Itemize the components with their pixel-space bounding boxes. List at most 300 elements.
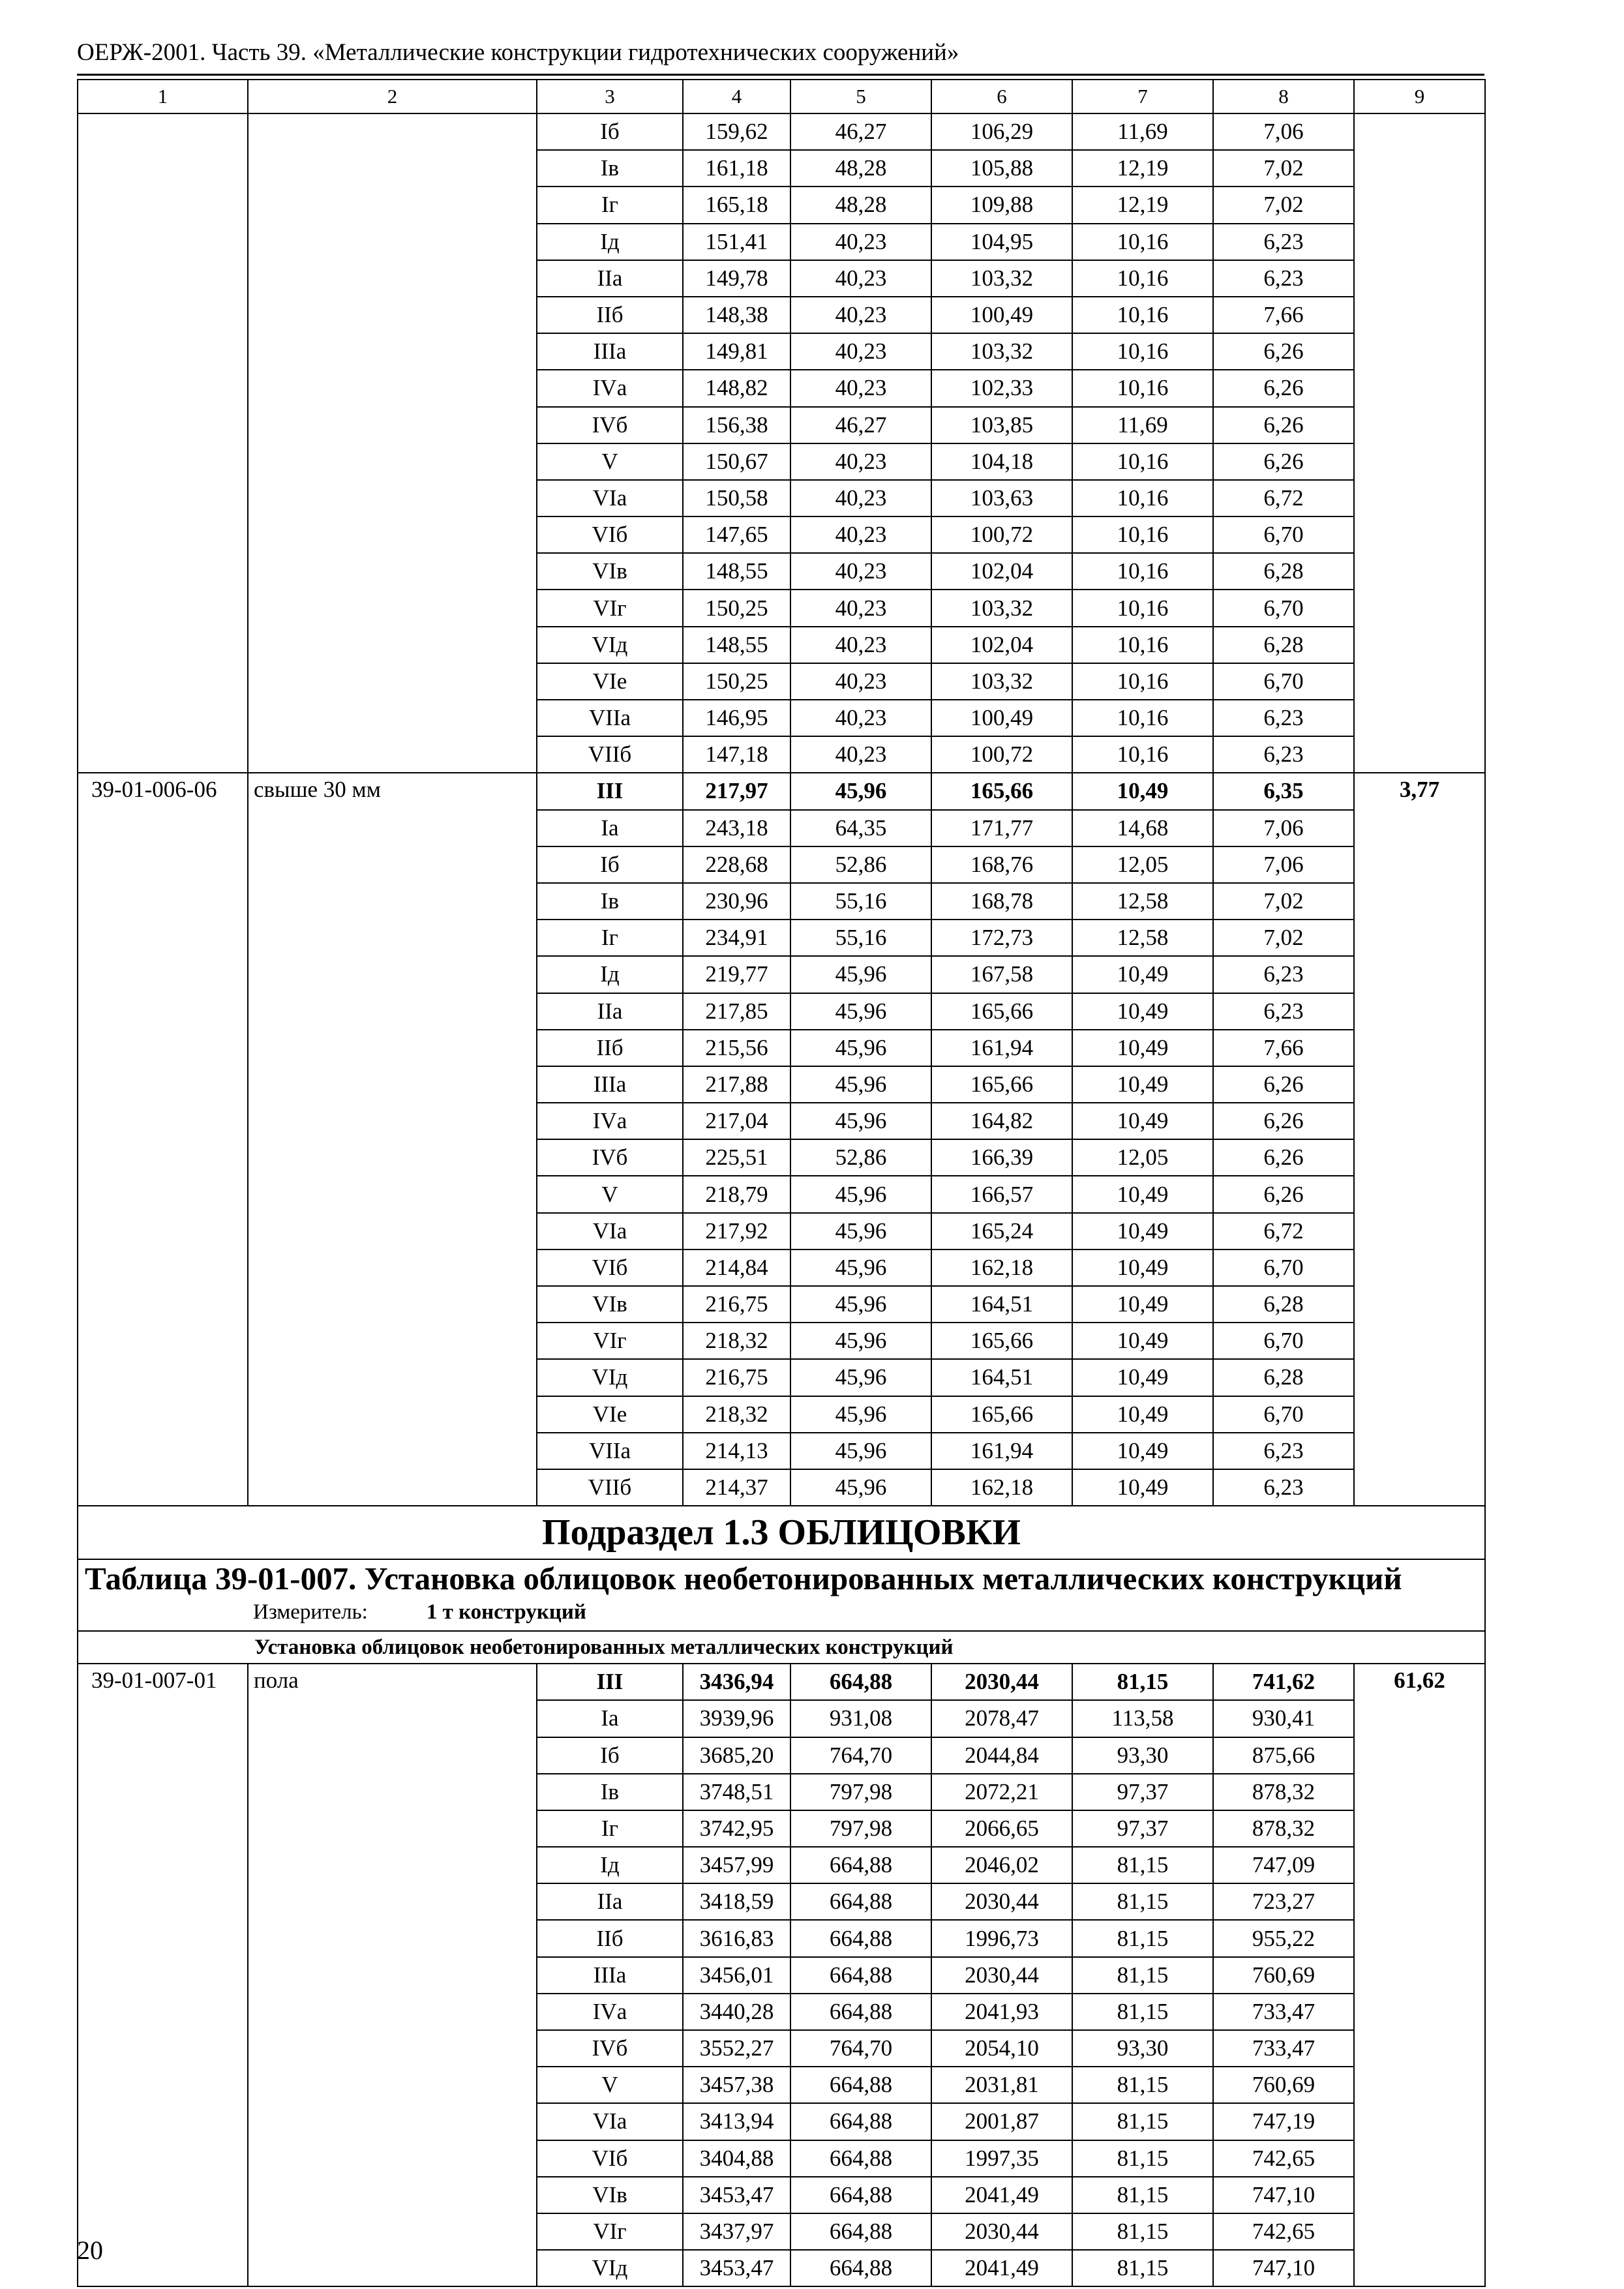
machinists-wages-cell: 81,15 (1072, 1847, 1213, 1883)
direct-costs-cell: 3453,47 (683, 2250, 790, 2286)
machine-costs-cell: 162,18 (931, 1469, 1072, 1506)
direct-costs-cell: 150,58 (683, 480, 790, 516)
materials-cell: 747,09 (1213, 1847, 1354, 1883)
direct-costs-cell: 243,18 (683, 810, 790, 846)
materials-cell: 7,66 (1213, 297, 1354, 333)
wages-cell: 45,96 (790, 1066, 931, 1103)
column-number: 1 (78, 80, 248, 113)
materials-cell: 6,28 (1213, 553, 1354, 590)
machinists-wages-cell: 10,49 (1072, 1359, 1213, 1396)
direct-costs-cell: 3456,01 (683, 1957, 790, 1994)
materials-cell: 7,06 (1213, 846, 1354, 883)
machinists-wages-cell: 10,16 (1072, 333, 1213, 370)
direct-costs-cell: 3436,94 (683, 1664, 790, 1700)
zone-cell: V (537, 2067, 683, 2103)
materials-cell: 6,70 (1213, 663, 1354, 700)
direct-costs-cell: 3457,38 (683, 2067, 790, 2103)
table-heading-cell (78, 1559, 1485, 1631)
materials-cell: 747,10 (1213, 2250, 1354, 2286)
machine-costs-cell: 165,24 (931, 1213, 1072, 1249)
direct-costs-cell: 216,75 (683, 1286, 790, 1323)
direct-costs-cell: 156,38 (683, 407, 790, 443)
direct-costs-cell: 217,88 (683, 1066, 790, 1103)
item-name-cell (248, 113, 537, 773)
zone-cell: VIд (537, 1359, 683, 1396)
wages-cell: 40,23 (790, 370, 931, 406)
materials-cell: 6,26 (1213, 370, 1354, 406)
machine-costs-cell: 161,94 (931, 1433, 1072, 1469)
machinists-wages-cell: 81,15 (1072, 2250, 1213, 2286)
workers-labor-cell (1354, 113, 1485, 773)
wages-cell: 664,88 (790, 1920, 931, 1956)
machinists-wages-cell: 10,16 (1072, 553, 1213, 590)
materials-cell: 733,47 (1213, 1994, 1354, 2030)
machine-costs-cell: 2072,21 (931, 1774, 1072, 1810)
wages-cell: 664,88 (790, 2177, 931, 2213)
wages-cell: 40,23 (790, 333, 931, 370)
materials-cell: 7,02 (1213, 187, 1354, 223)
measure-label: Измеритель: (253, 1600, 368, 1624)
zone-cell: VIв (537, 2177, 683, 2213)
machinists-wages-cell: 10,49 (1072, 1323, 1213, 1359)
machine-costs-cell: 172,73 (931, 920, 1072, 956)
wages-cell: 40,23 (790, 516, 931, 553)
machinists-wages-cell: 10,16 (1072, 370, 1213, 406)
zone-cell: VIе (537, 1396, 683, 1433)
item-code-cell: 39-01-006-06 (78, 773, 248, 1506)
materials-cell: 7,02 (1213, 883, 1354, 920)
machine-costs-cell: 164,51 (931, 1286, 1072, 1323)
machine-costs-cell: 2041,49 (931, 2250, 1072, 2286)
wages-cell: 45,96 (790, 1030, 931, 1066)
wages-cell: 45,96 (790, 993, 931, 1030)
zone-cell: VIв (537, 553, 683, 590)
materials-cell: 6,26 (1213, 1103, 1354, 1139)
machinists-wages-cell: 12,05 (1072, 846, 1213, 883)
wages-cell: 45,96 (790, 1103, 931, 1139)
materials-cell: 6,28 (1213, 1286, 1354, 1323)
machinists-wages-cell: 10,49 (1072, 1469, 1213, 1506)
machinists-wages-cell: 12,05 (1072, 1139, 1213, 1176)
materials-cell: 747,19 (1213, 2103, 1354, 2140)
materials-cell: 6,35 (1213, 773, 1354, 809)
machine-costs-cell: 164,51 (931, 1359, 1072, 1396)
materials-cell: 6,70 (1213, 516, 1354, 553)
direct-costs-cell: 3440,28 (683, 1994, 790, 2030)
direct-costs-cell: 161,18 (683, 150, 790, 187)
machinists-wages-cell: 81,15 (1072, 2213, 1213, 2250)
machinists-wages-cell: 10,49 (1072, 956, 1213, 993)
machinists-wages-cell: 10,16 (1072, 443, 1213, 480)
machinists-wages-cell: 81,15 (1072, 2177, 1213, 2213)
zone-cell: V (537, 443, 683, 480)
machine-costs-cell: 165,66 (931, 773, 1072, 809)
zone-cell: VIб (537, 516, 683, 553)
zone-cell: VIа (537, 2103, 683, 2140)
machinists-wages-cell: 10,49 (1072, 1249, 1213, 1286)
table-row (78, 113, 1485, 150)
machine-costs-cell: 1996,73 (931, 1920, 1072, 1956)
direct-costs-cell: 149,78 (683, 260, 790, 297)
direct-costs-cell: 215,56 (683, 1030, 790, 1066)
machine-costs-cell: 2044,84 (931, 1737, 1072, 1774)
machinists-wages-cell: 81,15 (1072, 1957, 1213, 1994)
machinists-wages-cell: 10,49 (1072, 1103, 1213, 1139)
wages-cell: 45,96 (790, 1359, 931, 1396)
zone-cell: Iа (537, 1700, 683, 1737)
wages-cell: 40,23 (790, 443, 931, 480)
column-number: 9 (1354, 80, 1485, 113)
table-row (78, 1664, 1485, 1700)
subsection-row (78, 1506, 1485, 1559)
machine-costs-cell: 165,66 (931, 1323, 1072, 1359)
subsection-title: Подраздел 1.3 ОБЛИЦОВКИ (78, 1506, 1485, 1559)
machine-costs-cell: 2046,02 (931, 1847, 1072, 1883)
materials-cell: 723,27 (1213, 1883, 1354, 1920)
zone-cell: IVа (537, 370, 683, 406)
wages-cell: 797,98 (790, 1774, 931, 1810)
wages-cell: 45,96 (790, 1469, 931, 1506)
machine-costs-cell: 100,72 (931, 736, 1072, 773)
machine-costs-cell: 166,39 (931, 1139, 1072, 1176)
column-number: 7 (1072, 80, 1213, 113)
machine-costs-cell: 104,95 (931, 224, 1072, 260)
zone-cell: IIа (537, 260, 683, 297)
wages-cell: 40,23 (790, 663, 931, 700)
direct-costs-cell: 3616,83 (683, 1920, 790, 1956)
wages-cell: 40,23 (790, 590, 931, 626)
zone-cell: IIб (537, 1920, 683, 1956)
wages-cell: 40,23 (790, 297, 931, 333)
machinists-wages-cell: 12,58 (1072, 920, 1213, 956)
wages-cell: 797,98 (790, 1810, 931, 1847)
direct-costs-cell: 3413,94 (683, 2103, 790, 2140)
materials-cell: 7,02 (1213, 920, 1354, 956)
direct-costs-cell: 218,32 (683, 1396, 790, 1433)
wages-cell: 46,27 (790, 113, 931, 150)
materials-cell: 878,32 (1213, 1774, 1354, 1810)
wages-cell: 40,23 (790, 260, 931, 297)
zone-cell: VIд (537, 627, 683, 663)
machine-costs-cell: 2054,10 (931, 2030, 1072, 2067)
machinists-wages-cell: 93,30 (1072, 1737, 1213, 1774)
machinists-wages-cell: 10,49 (1072, 993, 1213, 1030)
wages-cell: 45,96 (790, 1286, 931, 1323)
wages-cell: 45,96 (790, 1249, 931, 1286)
direct-costs-cell: 219,77 (683, 956, 790, 993)
zone-cell: Iв (537, 1774, 683, 1810)
machine-costs-cell: 2030,44 (931, 1957, 1072, 1994)
machinists-wages-cell: 10,49 (1072, 1396, 1213, 1433)
materials-cell: 6,26 (1213, 1176, 1354, 1212)
zone-cell: IIIа (537, 1066, 683, 1103)
zone-cell: IIа (537, 1883, 683, 1920)
machine-costs-cell: 167,58 (931, 956, 1072, 993)
zone-cell: IVб (537, 1139, 683, 1176)
materials-cell: 6,23 (1213, 1433, 1354, 1469)
direct-costs-cell: 214,13 (683, 1433, 790, 1469)
direct-costs-cell: 147,65 (683, 516, 790, 553)
wages-cell: 40,23 (790, 553, 931, 590)
direct-costs-cell: 214,84 (683, 1249, 790, 1286)
item-name-cell: свыше 30 мм (248, 773, 537, 1506)
materials-cell: 7,06 (1213, 810, 1354, 846)
materials-cell: 7,02 (1213, 150, 1354, 187)
zone-cell: IIIа (537, 333, 683, 370)
machine-costs-cell: 103,32 (931, 590, 1072, 626)
column-number: 3 (537, 80, 683, 113)
zone-cell: Iд (537, 956, 683, 993)
direct-costs-cell: 146,95 (683, 700, 790, 736)
materials-cell: 6,72 (1213, 480, 1354, 516)
item-code-cell (78, 113, 248, 773)
zone-cell: Iб (537, 846, 683, 883)
zone-cell: IIа (537, 993, 683, 1030)
direct-costs-cell: 218,79 (683, 1176, 790, 1212)
direct-costs-cell: 3939,96 (683, 1700, 790, 1737)
machinists-wages-cell: 81,15 (1072, 2140, 1213, 2177)
zone-cell: V (537, 1176, 683, 1212)
direct-costs-cell: 3552,27 (683, 2030, 790, 2067)
materials-cell: 7,66 (1213, 1030, 1354, 1066)
workers-labor-cell: 61,62 (1354, 1664, 1485, 2286)
materials-cell: 6,70 (1213, 1249, 1354, 1286)
item-code-cell: 39-01-007-01 (78, 1664, 248, 2286)
materials-cell: 6,72 (1213, 1213, 1354, 1249)
materials-cell: 6,28 (1213, 1359, 1354, 1396)
direct-costs-cell: 165,18 (683, 187, 790, 223)
wages-cell: 48,28 (790, 150, 931, 187)
machinists-wages-cell: 10,49 (1072, 1030, 1213, 1066)
direct-costs-cell: 3457,99 (683, 1847, 790, 1883)
machine-costs-cell: 166,57 (931, 1176, 1072, 1212)
machine-costs-cell: 100,72 (931, 516, 1072, 553)
column-number: 5 (790, 80, 931, 113)
machinists-wages-cell: 10,49 (1072, 1286, 1213, 1323)
direct-costs-cell: 234,91 (683, 920, 790, 956)
direct-costs-cell: 148,38 (683, 297, 790, 333)
wages-cell: 664,88 (790, 2213, 931, 2250)
wages-cell: 45,96 (790, 1176, 931, 1212)
direct-costs-cell: 217,97 (683, 773, 790, 809)
zone-cell: Iг (537, 920, 683, 956)
direct-costs-cell: 147,18 (683, 736, 790, 773)
machine-costs-cell: 100,49 (931, 297, 1072, 333)
zone-cell: IIIа (537, 1957, 683, 1994)
machinists-wages-cell: 10,16 (1072, 297, 1213, 333)
machine-costs-cell: 103,63 (931, 480, 1072, 516)
zone-cell: Iв (537, 150, 683, 187)
machine-costs-cell: 103,85 (931, 407, 1072, 443)
wages-cell: 664,88 (790, 2250, 931, 2286)
direct-costs-cell: 217,04 (683, 1103, 790, 1139)
wages-cell: 664,88 (790, 1957, 931, 1994)
zone-cell: VIа (537, 480, 683, 516)
machinists-wages-cell: 14,68 (1072, 810, 1213, 846)
wages-cell: 664,88 (790, 2103, 931, 2140)
machinists-wages-cell: 81,15 (1072, 1920, 1213, 1956)
direct-costs-cell: 217,92 (683, 1213, 790, 1249)
zone-cell: VIе (537, 663, 683, 700)
wages-cell: 664,88 (790, 2067, 931, 2103)
column-number: 2 (248, 80, 537, 113)
direct-costs-cell: 3453,47 (683, 2177, 790, 2213)
direct-costs-cell: 3742,95 (683, 1810, 790, 1847)
materials-cell: 930,41 (1213, 1700, 1354, 1737)
zone-cell: Iд (537, 1847, 683, 1883)
materials-cell: 6,23 (1213, 260, 1354, 297)
zone-cell: IIб (537, 297, 683, 333)
direct-costs-cell: 217,85 (683, 993, 790, 1030)
materials-cell: 6,70 (1213, 1323, 1354, 1359)
wages-cell: 664,88 (790, 1883, 931, 1920)
machine-costs-cell: 2066,65 (931, 1810, 1072, 1847)
direct-costs-cell: 150,67 (683, 443, 790, 480)
header-rule (77, 74, 1484, 76)
machine-costs-cell: 164,82 (931, 1103, 1072, 1139)
zone-cell: VIг (537, 1323, 683, 1359)
materials-cell: 6,23 (1213, 736, 1354, 773)
zone-cell: VIв (537, 1286, 683, 1323)
machine-costs-cell: 2078,47 (931, 1700, 1072, 1737)
measure-line (85, 1598, 1484, 1626)
machinists-wages-cell: 81,15 (1072, 1664, 1213, 1700)
wages-cell: 664,88 (790, 2140, 931, 2177)
machinists-wages-cell: 11,69 (1072, 113, 1213, 150)
machine-costs-cell: 106,29 (931, 113, 1072, 150)
zone-cell: IVа (537, 1103, 683, 1139)
machine-costs-cell: 1997,35 (931, 2140, 1072, 2177)
machine-costs-cell: 103,32 (931, 663, 1072, 700)
machine-costs-cell: 104,18 (931, 443, 1072, 480)
machinists-wages-cell: 81,15 (1072, 2103, 1213, 2140)
materials-cell: 875,66 (1213, 1737, 1354, 1774)
machinists-wages-cell: 97,37 (1072, 1810, 1213, 1847)
zone-cell: Iб (537, 1737, 683, 1774)
materials-cell: 6,26 (1213, 1066, 1354, 1103)
direct-costs-cell: 230,96 (683, 883, 790, 920)
zone-cell: III (537, 773, 683, 809)
machine-costs-cell: 105,88 (931, 150, 1072, 187)
materials-cell: 6,26 (1213, 1139, 1354, 1176)
machinists-wages-cell: 10,16 (1072, 516, 1213, 553)
machinists-wages-cell: 10,49 (1072, 1213, 1213, 1249)
machine-costs-cell: 109,88 (931, 187, 1072, 223)
rates-table (77, 79, 1486, 2287)
materials-cell: 955,22 (1213, 1920, 1354, 1956)
wages-cell: 52,86 (790, 846, 931, 883)
wages-cell: 55,16 (790, 920, 931, 956)
machinists-wages-cell: 10,49 (1072, 1176, 1213, 1212)
direct-costs-cell: 148,55 (683, 553, 790, 590)
machine-costs-cell: 102,04 (931, 627, 1072, 663)
materials-cell: 742,65 (1213, 2140, 1354, 2177)
machine-costs-cell: 100,49 (931, 700, 1072, 736)
machinists-wages-cell: 10,16 (1072, 663, 1213, 700)
direct-costs-cell: 3418,59 (683, 1883, 790, 1920)
machine-costs-cell: 102,04 (931, 553, 1072, 590)
machinists-wages-cell: 93,30 (1072, 2030, 1213, 2067)
direct-costs-cell: 3685,20 (683, 1737, 790, 1774)
materials-cell: 6,26 (1213, 443, 1354, 480)
wages-cell: 764,70 (790, 2030, 931, 2067)
measure-value: 1 т конструкций (426, 1600, 586, 1624)
materials-cell: 733,47 (1213, 2030, 1354, 2067)
wages-cell: 45,96 (790, 1433, 931, 1469)
wages-cell: 664,88 (790, 1994, 931, 2030)
materials-cell: 6,23 (1213, 956, 1354, 993)
direct-costs-cell: 225,51 (683, 1139, 790, 1176)
materials-cell: 6,26 (1213, 333, 1354, 370)
materials-cell: 760,69 (1213, 2067, 1354, 2103)
page-header: ОЕРЖ-2001. Часть 39. «Металлические конструкции гидротехнических сооружений» (77, 39, 959, 66)
machinists-wages-cell: 10,16 (1072, 590, 1213, 626)
machinists-wages-cell: 12,19 (1072, 150, 1213, 187)
machine-costs-cell: 165,66 (931, 993, 1072, 1030)
wages-cell: 52,86 (790, 1139, 931, 1176)
machinists-wages-cell: 12,58 (1072, 883, 1213, 920)
machinists-wages-cell: 10,16 (1072, 260, 1213, 297)
zone-cell: IIб (537, 1030, 683, 1066)
zone-cell: IVб (537, 407, 683, 443)
wages-cell: 45,96 (790, 773, 931, 809)
zone-cell: VIа (537, 1213, 683, 1249)
machine-costs-cell: 2030,44 (931, 1664, 1072, 1700)
zone-cell: IVа (537, 1994, 683, 2030)
machinists-wages-cell: 81,15 (1072, 2067, 1213, 2103)
work-name: Установка облицовок необетонированных металлических конструкций (78, 1631, 1485, 1664)
direct-costs-cell: 3748,51 (683, 1774, 790, 1810)
materials-cell: 878,32 (1213, 1810, 1354, 1847)
direct-costs-cell: 149,81 (683, 333, 790, 370)
machine-costs-cell: 161,94 (931, 1030, 1072, 1066)
zone-cell: Iд (537, 224, 683, 260)
machine-costs-cell: 103,32 (931, 333, 1072, 370)
machinists-wages-cell: 10,49 (1072, 1433, 1213, 1469)
machine-costs-cell: 168,78 (931, 883, 1072, 920)
wages-cell: 40,23 (790, 736, 931, 773)
materials-cell: 6,26 (1213, 407, 1354, 443)
machine-costs-cell: 2001,87 (931, 2103, 1072, 2140)
wages-cell: 664,88 (790, 1664, 931, 1700)
materials-cell: 741,62 (1213, 1664, 1354, 1700)
zone-cell: Iг (537, 187, 683, 223)
direct-costs-cell: 150,25 (683, 663, 790, 700)
machinists-wages-cell: 12,19 (1072, 187, 1213, 223)
zone-cell: III (537, 1664, 683, 1700)
workers-labor-cell: 3,77 (1354, 773, 1485, 1506)
machinists-wages-cell: 81,15 (1072, 1883, 1213, 1920)
materials-cell: 6,70 (1213, 590, 1354, 626)
wages-cell: 64,35 (790, 810, 931, 846)
zone-cell: VIIа (537, 700, 683, 736)
page-number: 20 (77, 2236, 103, 2265)
column-number: 6 (931, 80, 1072, 113)
machine-costs-cell: 168,76 (931, 846, 1072, 883)
materials-cell: 6,23 (1213, 1469, 1354, 1506)
direct-costs-cell: 148,82 (683, 370, 790, 406)
wages-cell: 931,08 (790, 1700, 931, 1737)
direct-costs-cell: 3404,88 (683, 2140, 790, 2177)
wages-cell: 55,16 (790, 883, 931, 920)
wages-cell: 40,23 (790, 627, 931, 663)
materials-cell: 7,06 (1213, 113, 1354, 150)
machinists-wages-cell: 11,69 (1072, 407, 1213, 443)
column-number: 4 (683, 80, 790, 113)
direct-costs-cell: 218,32 (683, 1323, 790, 1359)
zone-cell: Iб (537, 113, 683, 150)
zone-cell: IVб (537, 2030, 683, 2067)
